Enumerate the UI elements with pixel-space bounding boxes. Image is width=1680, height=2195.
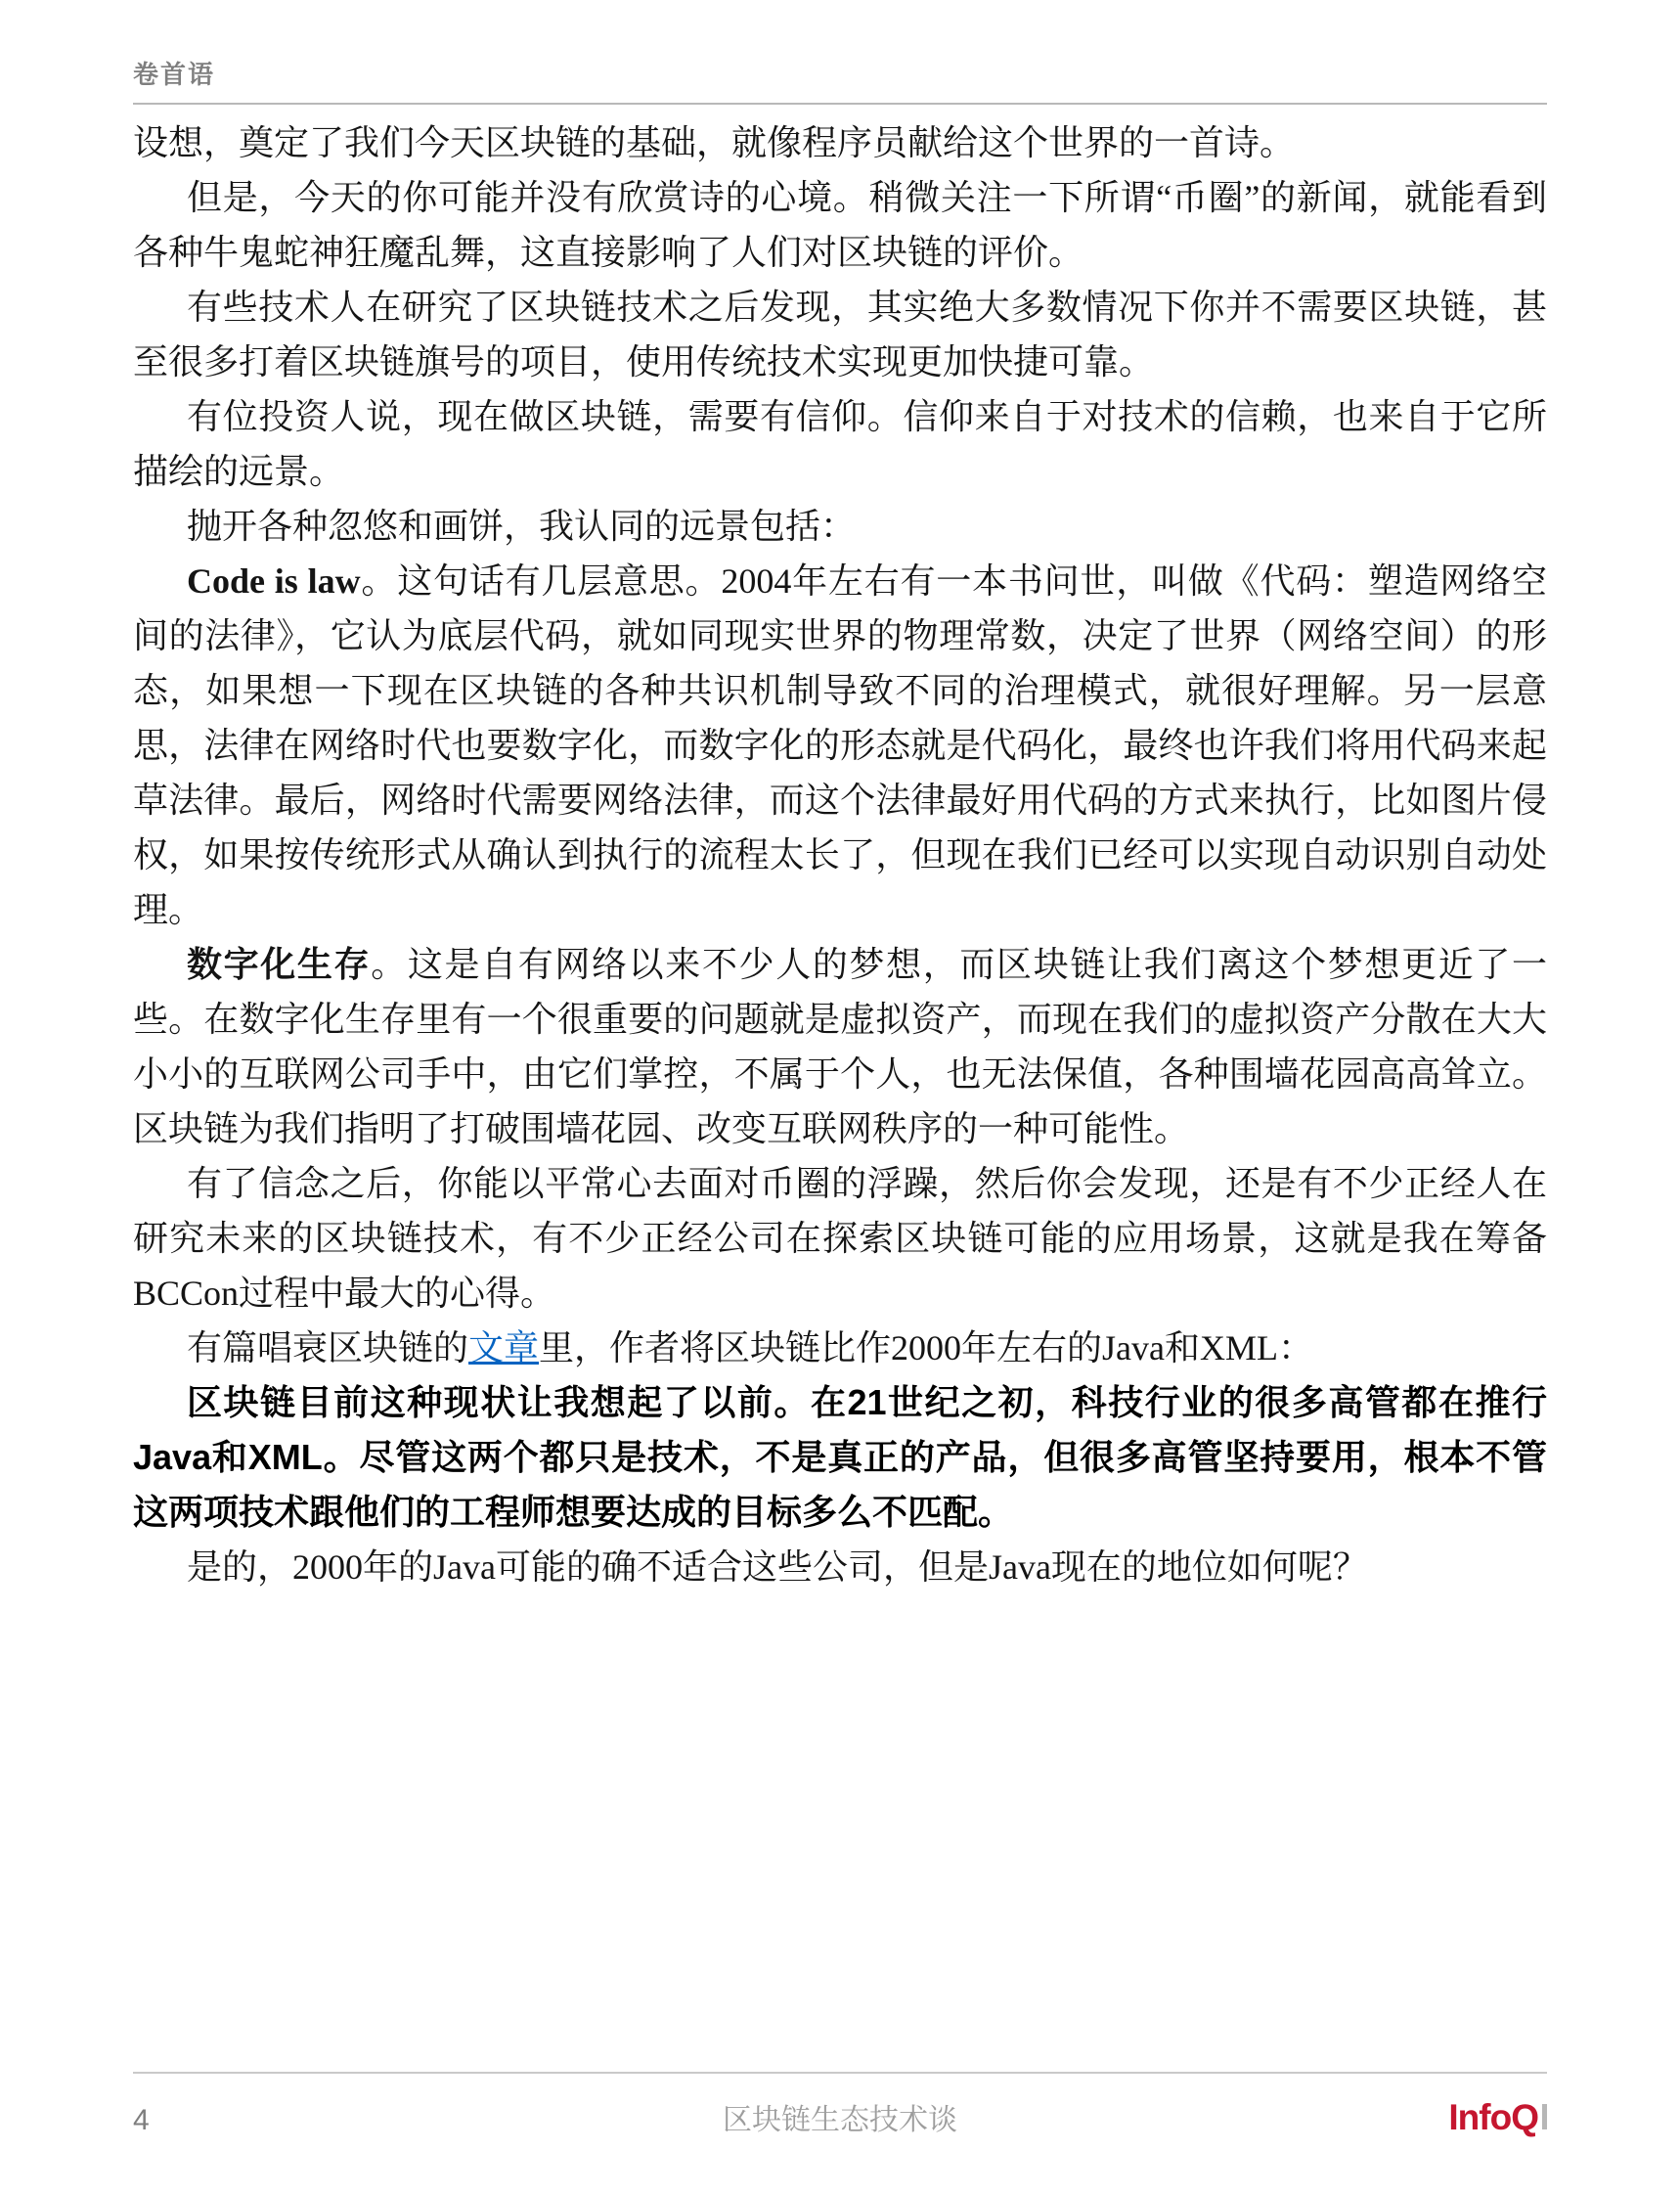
text-run: 区块链目前这种现状让我想起了以前。在21世纪之初，科技行业的很多高管都在推行Java和XML。尽管这两个都只是技术，不是真正的产品，但很多高管坚持要用，根本不管这两项技术跟他们的工程师想要达成的目标多么不匹配。 bbox=[133, 1382, 1547, 1532]
section-title: 卷首语 bbox=[133, 61, 216, 89]
footer-row bbox=[133, 2095, 1547, 2138]
paragraph bbox=[133, 1156, 1547, 1321]
infoq-logo: InfoQ bbox=[1448, 2097, 1538, 2137]
text-run: 有些技术人在研究了区块链技术之后发现，其实绝大多数情况下你并不需要区块链，甚至很多打着区块链旗号的项目，使用传统技术实现更加快捷可靠。 bbox=[133, 288, 1547, 381]
page-header bbox=[133, 55, 1547, 105]
book-title: 区块链生态技术谈 bbox=[723, 2104, 957, 2136]
text-run: 里，作者将区块链比作2000年左右的Java和XML： bbox=[539, 1328, 1313, 1367]
paragraph bbox=[133, 170, 1547, 280]
bold-text: 数字化生存 bbox=[187, 945, 372, 984]
bold-text: Code is law bbox=[187, 561, 361, 601]
paragraph bbox=[133, 1321, 1547, 1375]
paragraph bbox=[133, 389, 1547, 499]
quote-paragraph bbox=[133, 1375, 1547, 1540]
paragraph bbox=[133, 499, 1547, 554]
paragraph bbox=[133, 1540, 1547, 1594]
text-run: 是的，2000年的Java可能的确不适合这些公司，但是Java现在的地位如何呢？ bbox=[187, 1547, 1368, 1587]
logo-mark bbox=[1542, 2104, 1547, 2129]
body-text bbox=[133, 115, 1547, 1594]
text-run: 。这是自有网络以来不少人的梦想，而区块链让我们离这个梦想更近了一些。在数字化生存里有一个很重要的问题就是虚拟资产，而现在我们的虚拟资产分散在大大小小的互联网公司手中，由它们掌控，不属于个人，也无法保值，各种围墙花园高高耸立。区块链为我们指明了打破围墙花园、改变互联网秩序的一种可能性。 bbox=[133, 945, 1547, 1148]
paragraph bbox=[133, 115, 1547, 170]
paragraph bbox=[133, 937, 1547, 1156]
text-run: 有篇唱衰区块链的 bbox=[187, 1328, 469, 1367]
text-run: 有了信念之后，你能以平常心去面对币圈的浮躁，然后你会发现，还是有不少正经人在研究未来的区块链技术，有不少正经公司在探索区块链可能的应用场景，这就是我在筹备BCCon过程中最大的心得。 bbox=[133, 1164, 1547, 1313]
article-link[interactable]: 文章 bbox=[468, 1328, 540, 1367]
paragraph bbox=[133, 554, 1547, 937]
text-run: 但是，今天的你可能并没有欣赏诗的心境。稍微关注一下所谓“币圈”的新闻，就能看到各种牛鬼蛇神狂魔乱舞，这直接影响了人们对区块链的评价。 bbox=[133, 178, 1547, 272]
paragraph bbox=[133, 280, 1547, 389]
logo-container bbox=[957, 2097, 1547, 2138]
text-run: 设想，奠定了我们今天区块链的基础，就像程序员献给这个世界的一首诗。 bbox=[133, 123, 1296, 162]
text-run: 抛开各种忽悠和画饼，我认同的远景包括： bbox=[187, 507, 857, 546]
page-number: 4 bbox=[133, 2104, 150, 2136]
footer-divider bbox=[133, 2072, 1547, 2074]
page-footer bbox=[133, 2072, 1547, 2138]
text-run: 。这句话有几层意思。2004年左右有一本书问世，叫做《代码：塑造网络空间的法律》，它认为底层代码，就如同现实世界的物理常数，决定了世界（网络空间）的形态，如果想一下现在区块链的各种共识机制导致不同的治理模式，就很好理解。另一层意思，法律在网络时代也要数字化，而数字化的形态就是代码化，最终也许我们将用代码来起草法律。最后，网络时代需要网络法律，而这个法律最好用代码的方式来执行，比如图片侵权，如果按传统形式从确认到执行的流程太长了，但现在我们已经可以实现自动识别自动处理。 bbox=[133, 561, 1547, 929]
text-run: 有位投资人说，现在做区块链，需要有信仰。信仰来自于对技术的信赖，也来自于它所描绘的远景。 bbox=[133, 397, 1547, 491]
